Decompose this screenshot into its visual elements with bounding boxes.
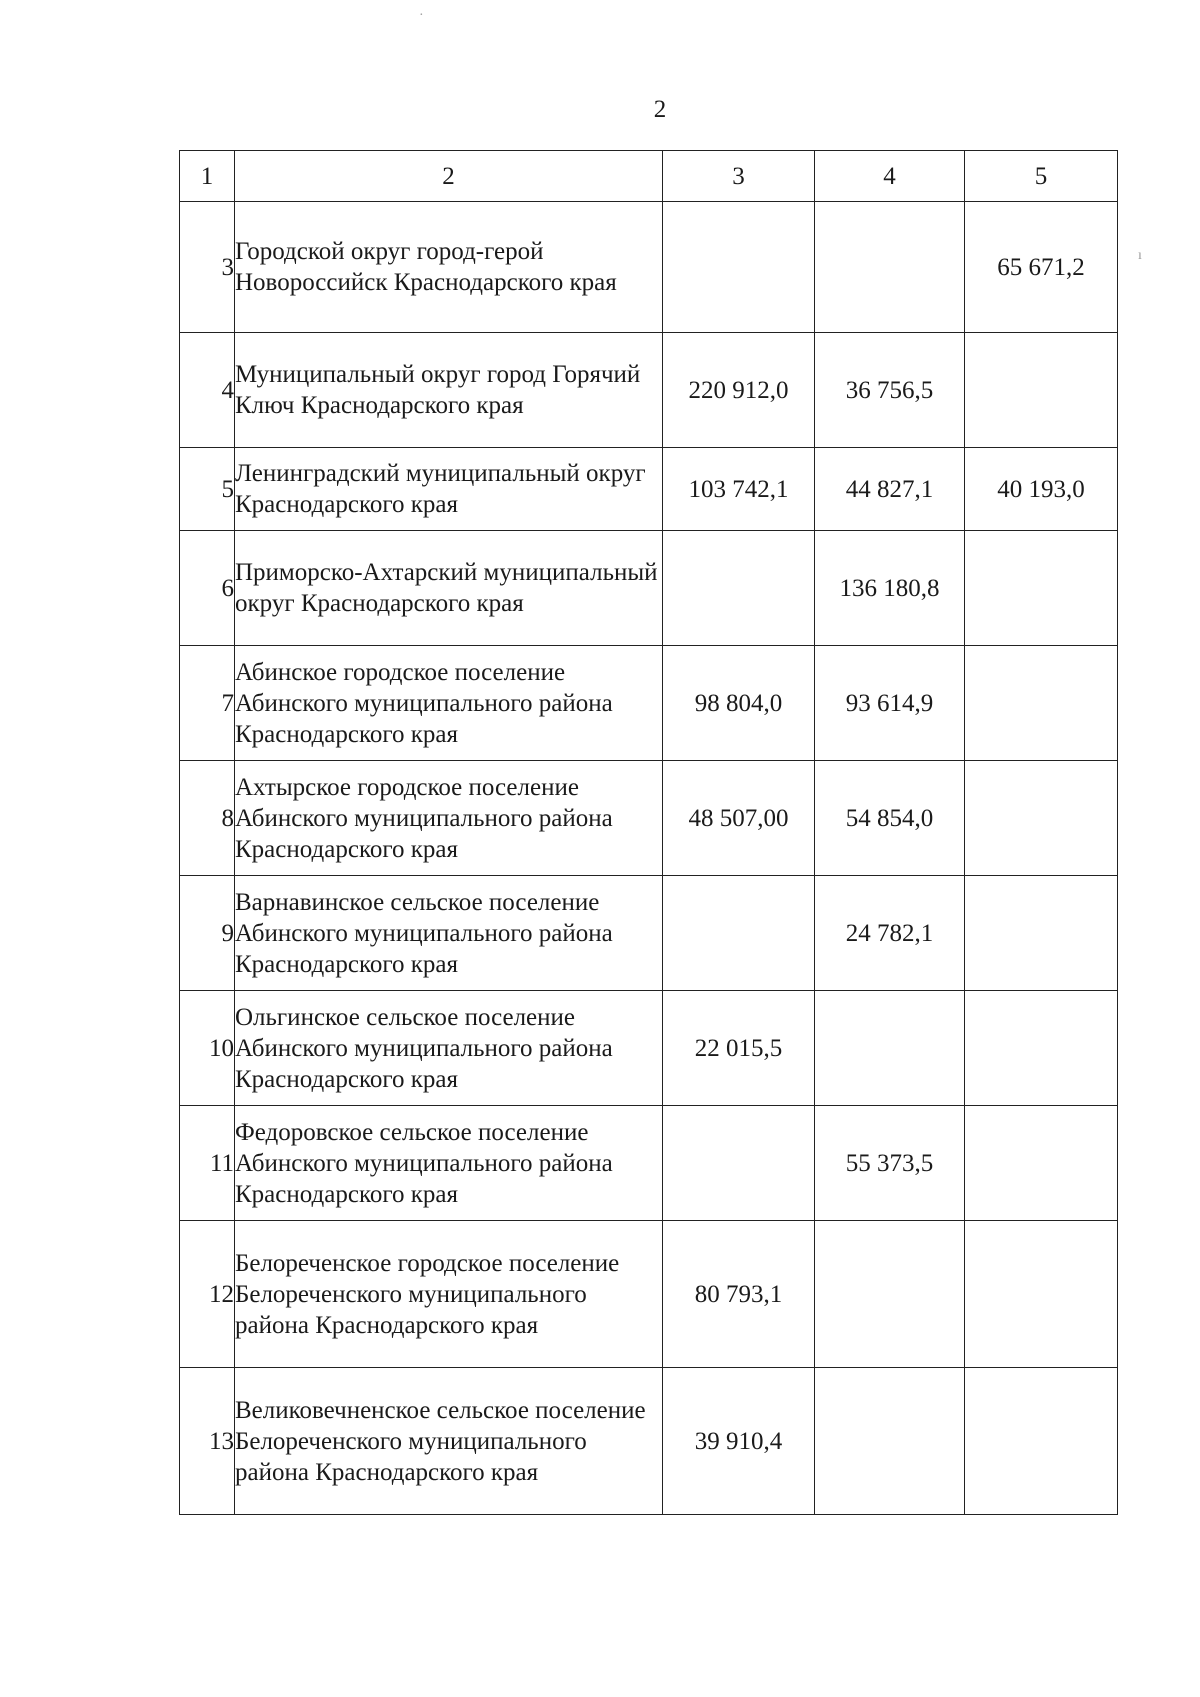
column-5-value [965,531,1118,646]
municipality-name: Ольгинское сельское поселение Абинского муниципального района Краснодарского края [235,991,663,1106]
municipality-name: Городской округ город-герой Новороссийск Краснодарского края [235,202,663,333]
row-number: 10 [180,991,235,1106]
column-4-value: 136 180,8 [815,531,965,646]
column-header: 3 [663,151,815,202]
column-5-value [965,761,1118,876]
municipality-name: Абинское городское поселение Абинского муниципального района Краснодарского края [235,646,663,761]
table-row [180,991,1118,1106]
column-3-value: 48 507,00 [663,761,815,876]
table-row [180,876,1118,991]
column-4-value [815,991,965,1106]
column-3-value: 220 912,0 [663,333,815,448]
municipality-name: Федоровское сельское поселение Абинского муниципального района Краснодарского края [235,1106,663,1221]
column-4-value: 44 827,1 [815,448,965,531]
column-5-value [965,876,1118,991]
column-3-value: 103 742,1 [663,448,815,531]
column-5-value [965,1221,1118,1368]
column-5-value [965,991,1118,1106]
row-number: 7 [180,646,235,761]
table-row [180,1368,1118,1515]
table-row [180,1106,1118,1221]
column-3-value [663,876,815,991]
column-4-value [815,202,965,333]
municipality-name: Приморско-Ахтарский муниципальный округ Краснодарского края [235,531,663,646]
column-5-value [965,1368,1118,1515]
table-row [180,1221,1118,1368]
municipality-name: Белореченское городское поселение Белореченского муниципального района Краснодарского края [235,1221,663,1368]
page-number: 2 [653,96,667,123]
column-4-value [815,1368,965,1515]
municipality-name: Муниципальный округ город Горячий Ключ Краснодарского края [235,333,663,448]
column-3-value: 39 910,4 [663,1368,815,1515]
column-3-value [663,202,815,333]
municipality-name: Ахтырское городское поселение Абинского муниципального района Краснодарского края [235,761,663,876]
municipality-name: Варнавинское сельское поселение Абинского муниципального района Краснодарского края [235,876,663,991]
column-5-value: 40 193,0 [965,448,1118,531]
table-row [180,448,1118,531]
row-number: 12 [180,1221,235,1368]
row-number: 6 [180,531,235,646]
row-number: 4 [180,333,235,448]
scan-speck: · [419,8,424,23]
table-row [180,531,1118,646]
column-5-value [965,646,1118,761]
table-row [180,333,1118,448]
allocation-table [179,150,1118,1515]
column-4-value [815,1221,965,1368]
column-header: 2 [235,151,663,202]
column-5-value [965,1106,1118,1221]
row-number: 8 [180,761,235,876]
column-4-value: 93 614,9 [815,646,965,761]
municipality-name: Ленинградский муниципальный округ Краснодарского края [235,448,663,531]
column-5-value [965,333,1118,448]
row-number: 13 [180,1368,235,1515]
column-5-value: 65 671,2 [965,202,1118,333]
column-header: 5 [965,151,1118,202]
column-4-value: 54 854,0 [815,761,965,876]
column-header: 1 [180,151,235,202]
row-number: 9 [180,876,235,991]
row-number: 11 [180,1106,235,1221]
municipality-name: Великовечненское сельское поселение Белореченского муниципального района Краснодарского края [235,1368,663,1515]
column-4-value: 55 373,5 [815,1106,965,1221]
scan-speck: ı [1138,248,1142,263]
table-header-row [180,151,1118,202]
column-3-value: 22 015,5 [663,991,815,1106]
table-row [180,202,1118,333]
column-3-value [663,531,815,646]
row-number: 3 [180,202,235,333]
column-3-value: 80 793,1 [663,1221,815,1368]
column-3-value [663,1106,815,1221]
column-4-value: 24 782,1 [815,876,965,991]
column-3-value: 98 804,0 [663,646,815,761]
row-number: 5 [180,448,235,531]
table-row [180,761,1118,876]
table-row [180,646,1118,761]
column-4-value: 36 756,5 [815,333,965,448]
column-header: 4 [815,151,965,202]
